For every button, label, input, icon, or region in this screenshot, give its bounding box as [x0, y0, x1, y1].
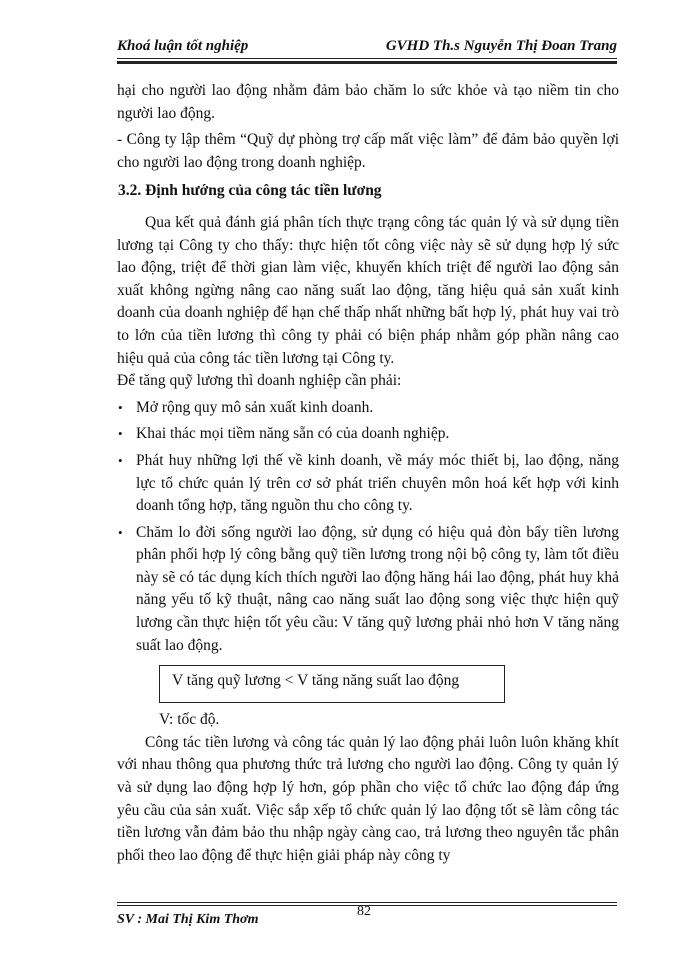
- list-item: [117, 423, 619, 446]
- header-rule: [117, 58, 617, 59]
- header-rule-thick: [117, 61, 617, 64]
- list-item: [117, 522, 619, 658]
- list-item-text: Mở rộng quy mô sản xuất kinh doanh.: [136, 398, 374, 416]
- list-item: [117, 397, 619, 420]
- formula-text: V tăng quỹ lương < V tăng năng suất lao động: [172, 672, 460, 690]
- bullet-icon: •: [118, 426, 123, 442]
- page-number: 82: [357, 904, 371, 919]
- intro-dash-paragraph: - Công ty lập thêm “Quỹ dự phòng trợ cấp mất việc làm” để đảm bảo quyền lợi cho người lao động trong doanh nghiệp.: [117, 131, 619, 171]
- footer-rule: [117, 902, 617, 903]
- bullet-icon: •: [118, 524, 123, 540]
- intro-paragraph: hại cho người lao động nhằm đảm bảo chăm lo sức khỏe và tạo niềm tin cho người lao động.: [117, 82, 619, 122]
- formula-note: V: tốc độ.: [159, 711, 220, 729]
- footer-student: SV : Mai Thị Kim Thơm: [117, 912, 259, 927]
- closing-paragraph: Công tác tiền lương và công tác quản lý lao động phải luôn luôn khăng khít với nhau thông qua phương thức trả lương cho người lao động. Công ty quản lý và sử dụng lao động hợp lý hơn, góp phần cho việc tổ chức lao động đáp ứng yêu cầu của sản xuất. Việc sắp xếp tổ chức quản lý lao động tốt sẽ làm công tác tiền lương vẫn đảm bảo thu nhập ngày càng cao, trả lương theo nguyên tắc phân phối theo lao động để thực hiện giải pháp này công ty: [117, 733, 619, 864]
- section-paragraph: Qua kết quả đánh giá phân tích thực trạng công tác quản lý và sử dụng tiền lương tại Công ty cho thấy: thực hiện tốt công việc này sẽ sử dụng hợp lý sức lao động, triệt để thời gian làm việc, khuyến khích triệt để người lao động sản xuất không ngừng nâng cao năng suất lao động, tăng hiệu quả sản xuất kinh doanh của doanh nghiệp để hạn chế thấp nhất những bất hợp lý, phát huy vai trò to lớn của tiền lương thì công ty phải có biện pháp nhằm góp phần nâng cao hiệu quả của công tác tiền lương tại Công ty.: [117, 213, 619, 367]
- page-body: [117, 80, 619, 867]
- list-item-text: Khai thác mọi tiềm năng sẵn có của doanh nghiệp.: [136, 425, 450, 443]
- header-thesis-title: Khoá luận tốt nghiệp: [117, 38, 249, 54]
- list-item: [117, 450, 619, 518]
- bullet-list: [117, 397, 619, 658]
- section-heading: 3.2. Định hướng của công tác tiền lương: [118, 182, 382, 200]
- formula-box: [159, 665, 505, 703]
- list-item-text: Chăm lo đời sống người lao động, sử dụng có hiệu quả đòn bẩy tiền lương phân phối hợp lý công bằng quỹ tiền lương trong nội bộ công ty, làm tốt điều này sẽ có tác dụng kích thích người lao động hăng hái lao động, phát huy khả năng yếu tố kỹ thuật, nâng cao năng suất lao động song việc thực hiện quỹ lương cần thực hiện tốt yêu cầu: V tăng quỹ lương phải nhỏ hơn V tăng năng suất lao động.: [136, 523, 619, 654]
- bullet-icon: •: [118, 399, 123, 415]
- section-lead: Để tăng quỹ lương thì doanh nghiệp cần phải:: [117, 372, 402, 390]
- header-advisor: GVHD Th.s Nguyễn Thị Đoan Trang: [385, 38, 617, 54]
- bullet-icon: •: [118, 452, 123, 468]
- list-item-text: Phát huy những lợi thế về kinh doanh, về máy móc thiết bị, lao động, năng lực tổ chức quản lý trên cơ sở phát triển chuyên môn hoá kết hợp với kinh doanh tổng hợp, tăng nguồn thu cho công ty.: [136, 451, 619, 515]
